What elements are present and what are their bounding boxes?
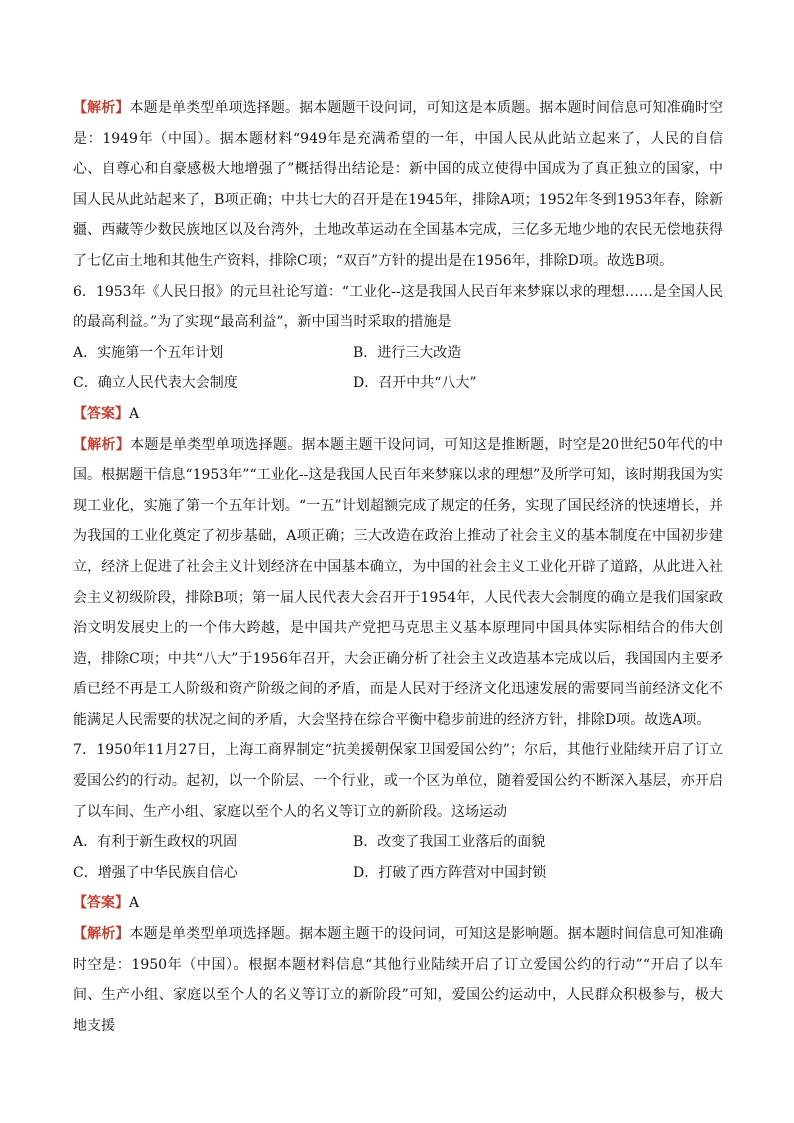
answer-tag: 【答案】 [73,405,129,422]
q7-option-b: B．改变了我国工业落后的面貌 [353,834,546,851]
q6-stem: 6．1953年《人民日报》的元旦社论写道：“工业化--这是我国人民百年来梦寐以求的理想……是全国人民的最高利益。”为了实现“最高利益”，新中国当时采取的措施是 [73,283,723,331]
q7-option-c: C．增强了中华民族自信心 [73,864,238,881]
analysis-tag: 【解析】 [73,100,130,116]
analysis-text: 本题是单类型单项选择题。据本题题干设问词，可知这是本质题。据本题时间信息可知准确时空是：1949年（中国）。据本题材料“949年是充满希望的一年，中国人民从此站立起来了，人民的自信心、自尊心和自豪感极大地增强了”概括得出结论是：新中国的成立使得中国成为了真正独立的国家，中国人民从此站起来了，B项正确；中共七大的召开是在1945年，排除A项；1952年冬到1953年春，除新疆、西藏等少数民族地区以及台湾外，土地改革运动在全国基本完成，三亿多无地少地的农民无偿地获得了七亿亩土地和其他生产资料，排除C项；“双百”方针的提出是在1956年，排除D项。故选B项。 [73,100,724,269]
q7-options-row-2 [73,858,723,889]
q7-option-a: A．有利于新生政权的巩固 [73,834,238,851]
q6-answer [73,399,723,430]
q6-option-b: B．进行三大改造 [353,344,462,361]
q6-option-a: A．实施第一个五年计划 [73,344,224,361]
analysis-tag: 【解析】 [73,926,130,943]
analysis-text: 本题是单类型单项选择题。据本题主题干设问词，可知这是推断题，时空是20世纪50年代的中国。根据题干信息“1953年”“工业化--这是我国人民百年来梦寐以求的理想”及所学可知，该时期我国为实现工业化，实施了第一个五年计划。“一五”计划超额完成了规定的任务，实现了国民经济的快速增长，并为我国的工业化奠定了初步基础，A项正确；三大改造在政治上推动了社会主义的基本制度在中国初步建立，经济上促进了社会主义计划经济在中国基本确立，为中国的社会主义工业化开辟了道路，从此进入社会主义初级阶段，排除B项；第一届人民代表大会召开于1954年，人民代表大会制度的确立是我们国家政治文明发展史上的一个伟大跨越，是中国共产党把马克思主义基本原理同中国具体实际相结合的伟大创造，排除C项；中共“八大”于1956年召开，大会正确分析了社会主义改造基本完成以后，我国国内主要矛盾已经不再是工人阶级和资产阶级之间的矛盾，而是人民对于经济文化迅速发展的需要同当前经济文化不能满足人民需要的状况之间的矛盾，大会坚持在综合平衡中稳步前进的经济方针，排除D项。故选A项。 [73,436,723,728]
q6-option-d: D．召开中共“八大” [353,375,477,392]
q6-option-c: C．确立人民代表大会制度 [73,375,238,392]
document-page [73,93,723,1041]
q5-analysis [73,93,723,277]
analysis-tag: 【解析】 [73,436,131,453]
q7-option-d: D．打破了西方阵营对中国封锁 [353,864,547,881]
answer-value: A [129,895,140,912]
q6-options-row-2 [73,368,723,399]
q7-analysis [73,919,723,1041]
q7-options-row-1 [73,827,723,858]
q6-analysis [73,430,723,736]
q6-options-row-1 [73,338,723,369]
q7-answer [73,888,723,919]
analysis-text: 本题是单类型单项选择题。据本题主题干的设问词，可知这是影响题。据本题时间信息可知准确时空是：1950年（中国）。根据本题材料信息“其他行业陆续开启了订立爱国公约的行动”“开启了以车间、生产小组、家庭以至个人的名义等订立的新阶段”可知，爱国公约运动中，人民群众积极参与，极大地支援 [73,926,724,1034]
answer-value: A [129,405,140,422]
answer-tag: 【答案】 [73,895,129,912]
q7-stem: 7．1950年11月27日，上海工商界制定“抗美援朝保家卫国爱国公约”；尔后，其他行业陆续开启了订立爱国公约的行动。起初，以一个阶层、一个行业，或一个区为单位，随着爱国公约不断深入基层，亦开启了以车间、生产小组、家庭以至个人的名义等订立的新阶段。这场运动 [73,742,723,820]
